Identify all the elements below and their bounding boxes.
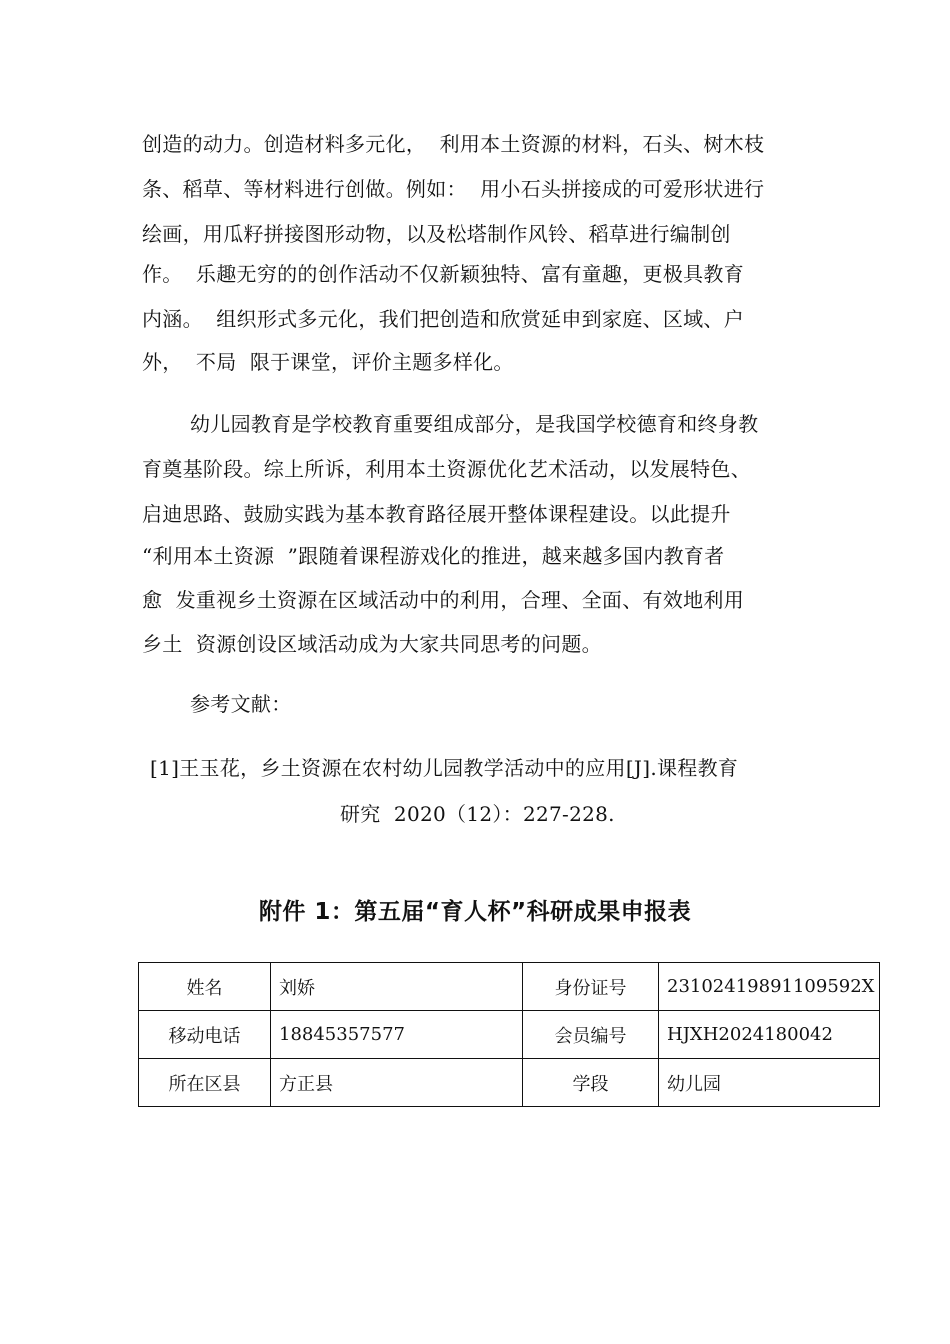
table-row: [139, 1059, 880, 1107]
paragraph-line: 启迪思路、鼓励实践为基本教育路径展开整体课程建设。以此提升: [142, 502, 731, 526]
paragraph-line: 愈 发重视乡土资源在区域活动中的利用，合理、全面、有效地利用: [142, 588, 745, 612]
mobile-phone-value: 18845357577: [271, 1011, 523, 1059]
paragraph-line: 绘画，用瓜籽拼接图形动物，以及松塔制作风铃、稻草进行编制创: [142, 222, 731, 246]
id-number-label: 身份证号: [523, 963, 659, 1011]
name-value: 刘娇: [271, 963, 523, 1011]
member-number-value: HJXH2024180042: [659, 1011, 880, 1059]
paragraph-line: 作。 乐趣无穷的的创作活动不仅新颖独特、富有童趣，更极具教育: [142, 262, 745, 286]
school-stage-value: 幼儿园: [659, 1059, 880, 1107]
paragraph-line: 外， 不局 限于课堂，评价主题多样化。: [142, 350, 514, 374]
mobile-phone-label: 移动电话: [139, 1011, 271, 1059]
name-label: 姓名: [139, 963, 271, 1011]
paragraph-line: 条、稻草、等材料进行创做。例如： 用小石头拼接成的可爱形状进行: [142, 177, 765, 201]
application-form-table: [138, 962, 880, 1107]
table-row: [139, 1011, 880, 1059]
id-number-value: 23102419891109592X: [659, 963, 880, 1011]
reference-entry-line: 研究 2020（12）：227-228.: [340, 802, 615, 826]
member-number-label: 会员编号: [523, 1011, 659, 1059]
table-row: [139, 963, 880, 1011]
paragraph-line: 乡土 资源创设区域活动成为大家共同思考的问题。: [142, 632, 602, 656]
county-label: 所在区县: [139, 1059, 271, 1107]
reference-entry-line: [1]王玉花，乡土资源在农村幼儿园教学活动中的应用[J].课程教育: [150, 756, 739, 780]
paragraph-line: 幼儿园教育是学校教育重要组成部分，是我国学校德育和终身教: [190, 412, 759, 436]
attachment-title: 附件 1：第五届“育人杯”科研成果申报表: [258, 899, 692, 925]
paragraph-line: “利用本土资源 ”跟随着课程游戏化的推进，越来越多国内教育者: [142, 544, 725, 568]
paragraph-line: 内涵。 组织形式多元化，我们把创造和欣赏延申到家庭、区域、户: [142, 307, 745, 331]
school-stage-label: 学段: [523, 1059, 659, 1107]
references-heading: 参考文献：: [190, 692, 292, 716]
county-value: 方正县: [271, 1059, 523, 1107]
paragraph-line: 育奠基阶段。综上所诉，利用本土资源优化艺术活动，以发展特色、: [142, 457, 751, 481]
paragraph-line: 创造的动力。创造材料多元化， 利用本土资源的材料，石头、树木枝: [142, 132, 765, 156]
